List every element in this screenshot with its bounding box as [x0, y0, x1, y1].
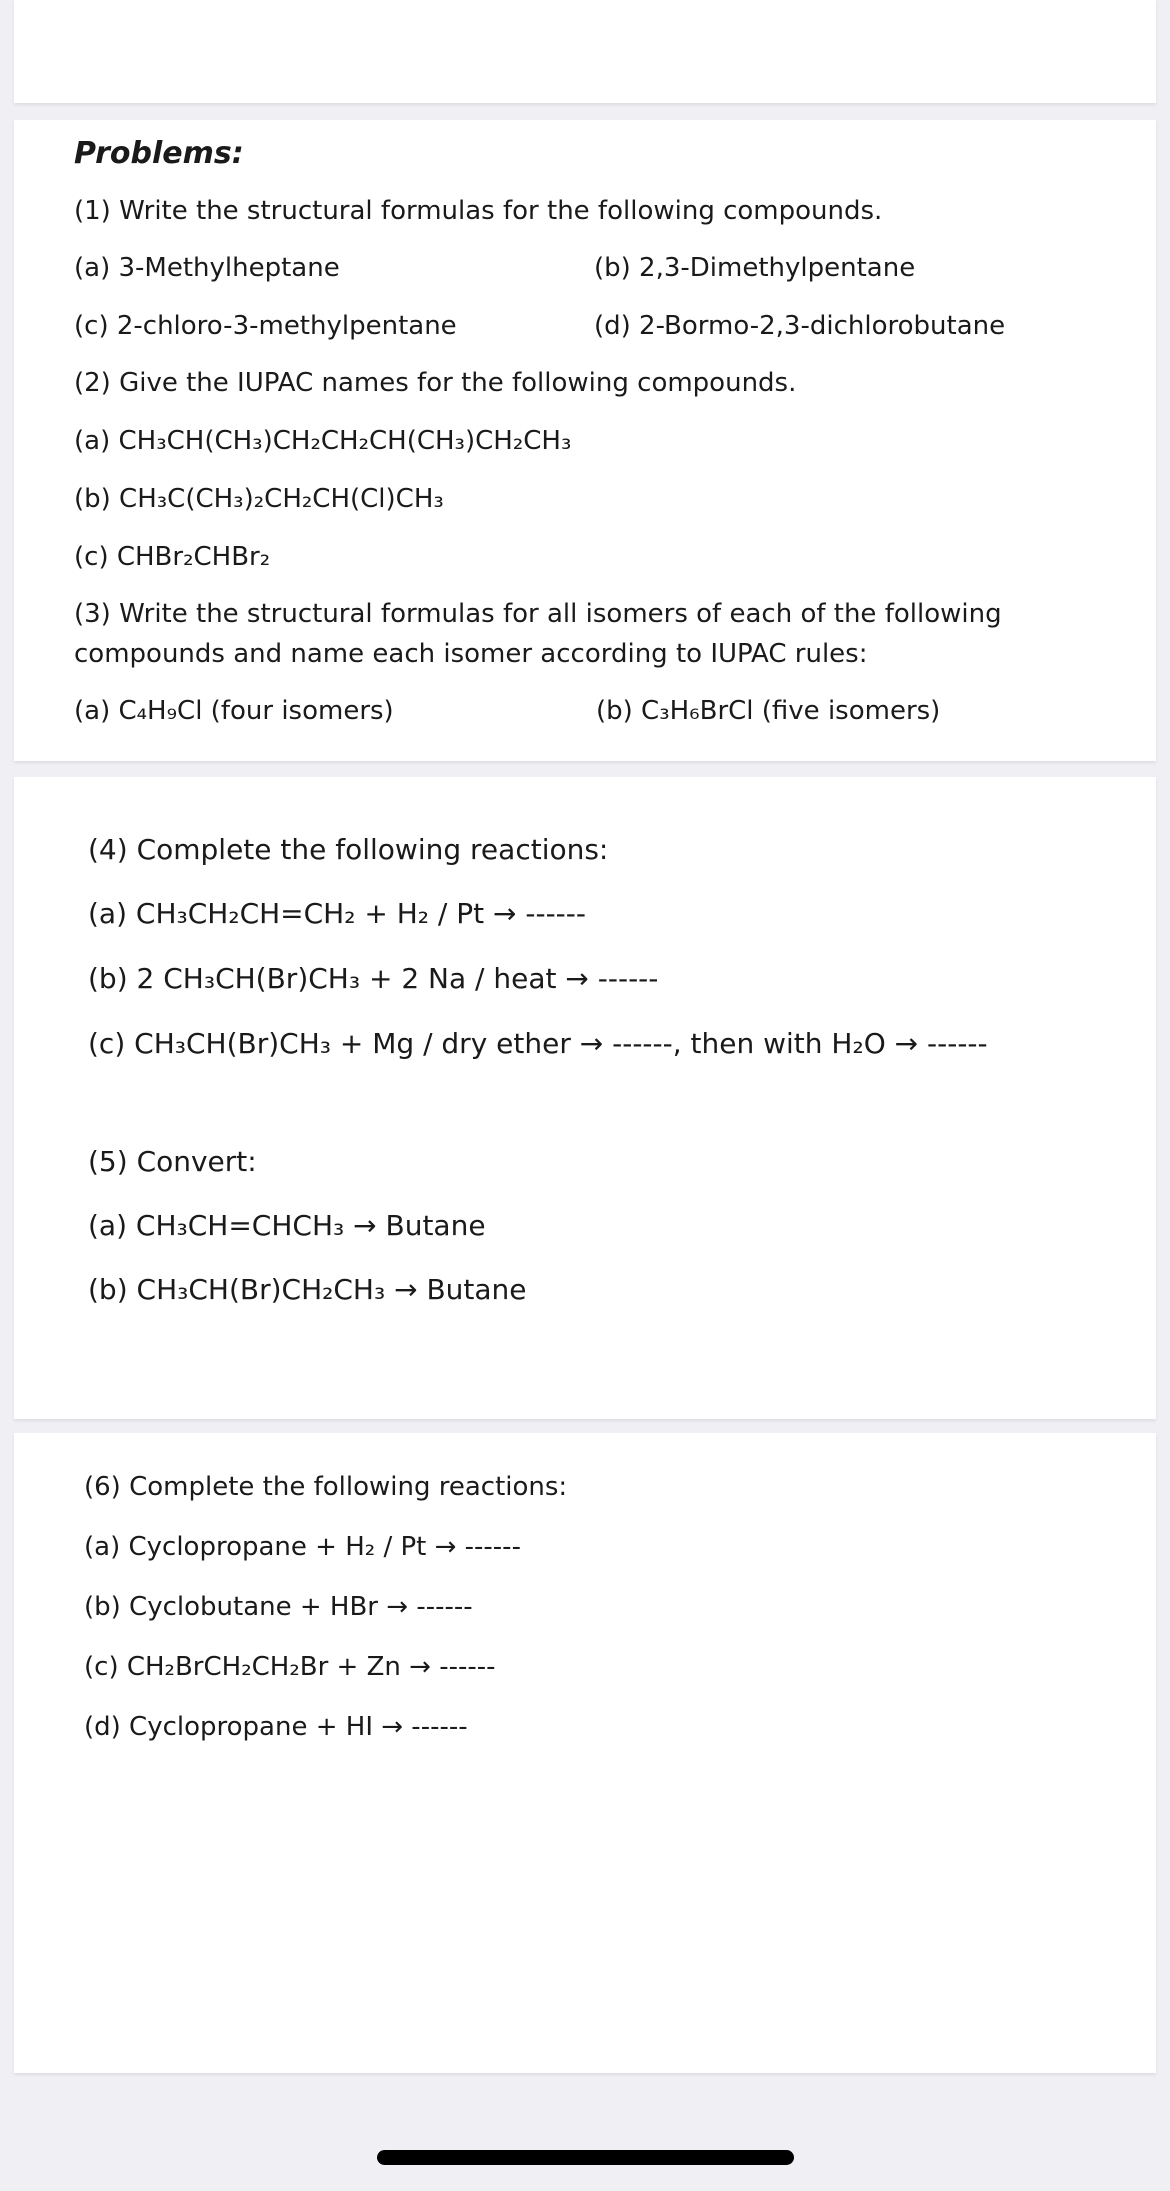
q5-item-a: (a) CH₃CH=CHCH₃ → Butane [88, 1209, 486, 1242]
q6-item-d: (d) Cyclopropane + HI → ------ [84, 1712, 468, 1742]
q1-item-d: (d) 2-Bormo-2,3-dichlorobutane [594, 311, 1006, 341]
q6-heading: (6) Complete the following reactions: [84, 1472, 568, 1502]
q1-item-a: (a) 3-Methylheptane [74, 253, 340, 283]
q4-heading: (4) Complete the following reactions: [88, 833, 609, 866]
q1-heading: (1) Write the structural formulas for the following compounds. [74, 196, 883, 226]
q3-item-a: (a) C₄H₉Cl (four isomers) [74, 696, 394, 726]
q4-item-c: (c) CH₃CH(Br)CH₃ + Mg / dry ether → ------, then with H₂O → ------ [88, 1027, 988, 1060]
problems-card-1 [14, 120, 1156, 761]
q6-item-b: (b) Cyclobutane + HBr → ------ [84, 1592, 473, 1622]
q6-item-c: (c) CH₂BrCH₂CH₂Br + Zn → ------ [84, 1652, 496, 1682]
q3-heading-line2: compounds and name each isomer according to IUPAC rules: [74, 639, 868, 669]
q4-item-a: (a) CH₃CH₂CH=CH₂ + H₂ / Pt → ------ [88, 897, 586, 930]
q2-heading: (2) Give the IUPAC names for the following compounds. [74, 368, 797, 398]
q5-item-b: (b) CH₃CH(Br)CH₂CH₃ → Butane [88, 1273, 527, 1306]
q2-item-a: (a) CH₃CH(CH₃)CH₂CH₂CH(CH₃)CH₂CH₃ [74, 426, 572, 456]
q3-heading-line1: (3) Write the structural formulas for all isomers of each of the following [74, 599, 1002, 629]
q2-item-c: (c) CHBr₂CHBr₂ [74, 542, 271, 572]
top-card [14, 0, 1156, 103]
q1-item-c: (c) 2-chloro-3-methylpentane [74, 311, 457, 341]
home-indicator[interactable] [377, 2150, 794, 2165]
q4-item-b: (b) 2 CH₃CH(Br)CH₃ + 2 Na / heat → ------ [88, 962, 659, 995]
problems-title: Problems: [74, 136, 244, 171]
q2-item-b: (b) CH₃C(CH₃)₂CH₂CH(Cl)CH₃ [74, 484, 444, 514]
problems-card-3 [14, 1433, 1156, 2073]
q3-item-b: (b) C₃H₆BrCl (five isomers) [596, 696, 941, 726]
q1-item-b: (b) 2,3-Dimethylpentane [594, 253, 916, 283]
q6-item-a: (a) Cyclopropane + H₂ / Pt → ------ [84, 1532, 521, 1562]
q5-heading: (5) Convert: [88, 1145, 257, 1178]
problems-card-2 [14, 777, 1156, 1419]
